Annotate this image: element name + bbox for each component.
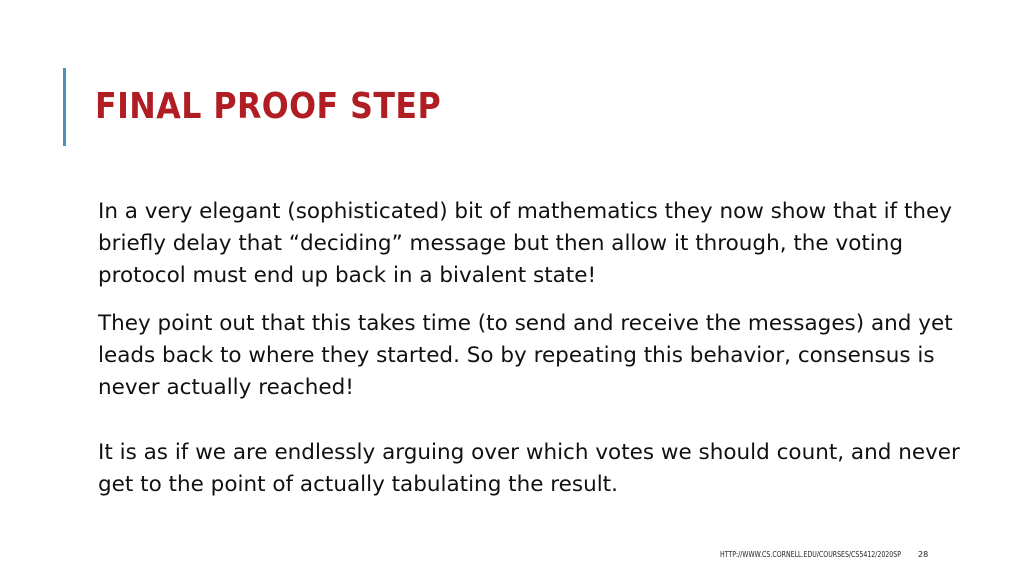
- page-number: 28: [918, 550, 929, 559]
- footer-url: HTTP://WWW.CS.CORNELL.EDU/COURSES/CS5412/2020SP: [720, 550, 901, 559]
- paragraph-bivalent-state: In a very elegant (sophisticated) bit of mathematics they now show that if they briefly delay that “deciding” message but then allow it through, the voting protocol must end up back in a bivalent state!: [98, 199, 952, 288]
- slide-title: FINAL PROOF STEP: [95, 86, 442, 127]
- paragraph-consensus-never-reached: They point out that this takes time (to send and receive the messages) and yet leads back to where they started. So by repeating this behavior, consensus is never actually reached!: [98, 311, 953, 400]
- paragraph-voting-analogy: It is as if we are endlessly arguing over which votes we should count, and never get to the point of actually tabulating the result.: [98, 440, 960, 497]
- title-accent-bar: [63, 68, 66, 146]
